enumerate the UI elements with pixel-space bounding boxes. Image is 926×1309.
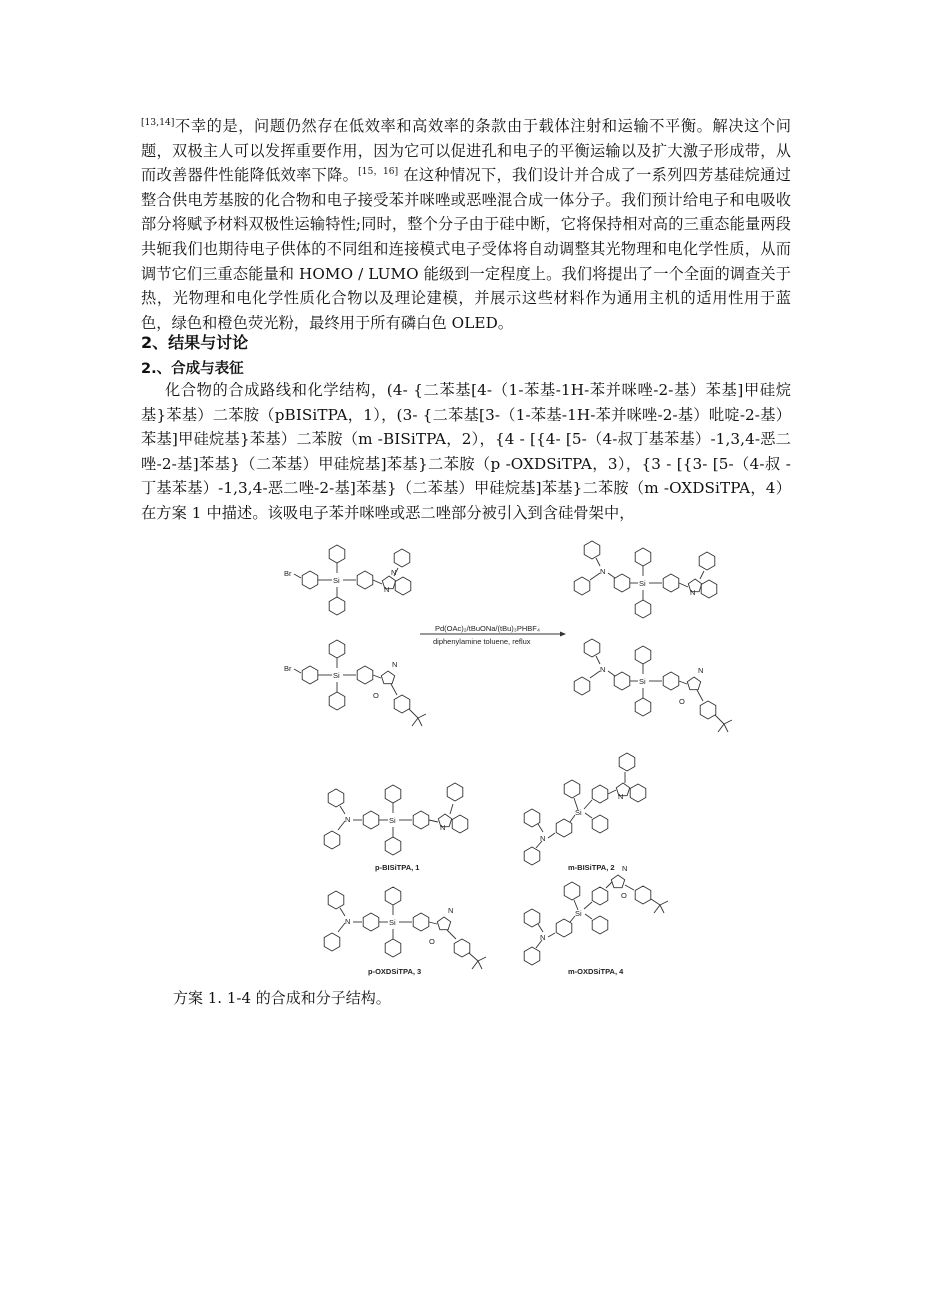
citation-13-14: [13,14] — [141, 117, 175, 128]
atom-n-c2: N — [540, 834, 546, 843]
atom-o-c3: O — [429, 937, 435, 946]
atom-n-c3b: N — [448, 906, 454, 915]
compound-1-structure — [324, 783, 468, 872]
atom-si-c1: Si — [389, 816, 396, 825]
reagents-line-2: diphenylamine toluene, reflux — [433, 637, 531, 646]
atom-n-p2b: N — [698, 666, 704, 675]
atom-n-c2b: N — [618, 792, 624, 801]
product-1-structure — [574, 541, 717, 618]
atom-o-p2: O — [679, 697, 685, 706]
atom-n-p1: N — [600, 567, 606, 576]
intro-text-1: 不幸的是，问题仍然存在低效率和高效率的条款由于载体注射和运输不平衡。解决这个问题，双极主人可以发挥重要作用，因为它可以促进孔和电子的平衡运输以及扩大激子形成带，从而改善器件性能降低效率下降。 — [141, 117, 791, 185]
atom-o-c4: O — [621, 891, 627, 900]
compound-2-structure — [524, 753, 646, 872]
intro-text-2: 在这种情况下，我们设计并合成了一系列四芳基硅烷通过整合供电芳基胺的化合物和电子接受苯并咪唑或恶唑混合成一体分子。我们预计给电子和电吸收部分将赋予材料双极性运输特性;同时，整个分子由于硅中断，它将保持相对高的三重态能量两段共轭我们也期待电子供体的不同组和连接模式电子受体将自动调整其光物理和电化学性质，从而调节它们三重态能量和 HOMO / LUMO 能级到一定程度上。我们将提出了一个全面的调查关于热，光物理和电化学性质化合物以及理论建模，并展示这些材料作为通用主机的适用性用于蓝色，绿色和橙色荧光粉，最终用于所有磷白色 OLED。 — [141, 166, 791, 332]
section-heading-results: 2、结果与讨论 — [141, 333, 249, 352]
subsection-heading-synthesis: 2.、合成与表征 — [141, 361, 244, 377]
label-compound-4: m-OXDSiTPA, 4 — [568, 967, 624, 976]
atom-n-c1: N — [345, 815, 351, 824]
atom-si-c3: Si — [389, 918, 396, 927]
reactant-2-structure — [284, 640, 426, 726]
compound-4-structure — [524, 864, 668, 976]
atom-o-2: O — [373, 691, 379, 700]
scheme-caption: 方案 1. 1-4 的合成和分子结构。 — [173, 989, 391, 1007]
label-compound-3: p-OXDSiTPA, 3 — [368, 967, 422, 976]
synthesis-scheme-figure — [270, 528, 770, 983]
atom-n-c4: N — [540, 933, 546, 942]
label-compound-1: p-BISiTPA, 1 — [375, 863, 420, 872]
compound-3-structure — [324, 887, 486, 976]
label-compound-2: m-BISiTPA, 2 — [568, 863, 615, 872]
atom-br-2: Br — [284, 664, 292, 673]
atom-si-p2: Si — [639, 677, 646, 686]
reactant-1-structure — [284, 545, 411, 615]
atom-si-2: Si — [333, 671, 340, 680]
atom-si-c4: Si — [575, 909, 582, 918]
atom-n-p1b: N — [690, 588, 696, 597]
atom-br-1: Br — [284, 569, 292, 578]
reaction-arrow — [420, 624, 566, 646]
atom-si-p1: Si — [639, 579, 646, 588]
synthesis-paragraph: 化合物的合成路线和化学结构，(4- {二苯基[4-（1-苯基-1H-苯并咪唑-2-基）苯基]甲硅烷基}苯基）二苯胺（pBISiTPA，1），(3- {二苯基[3-（1-苯基-1H-苯并咪唑-2-基）吡啶-2-基）苯基]甲硅烷基}苯基）二苯胺（m -BISiTPA，2），{4 - [{4- [5-（4-叔丁基苯基）-1,3,4-恶二唑-2-基]苯基}（二苯基）甲硅烷基]苯基}二苯胺（p -OXDSiTPA，3），{3 - [{3- [5-（4-叔 - 丁基苯基）-1,3,4-恶二唑-2-基]苯基}（二苯基）甲硅烷基]苯基}二苯胺（m -OXDSiTPA，4）在方案 1 中描述。该吸电子苯并咪唑或恶二唑部分被引入到含硅骨架中， — [141, 381, 791, 522]
reagents-line-1: Pd(OAc)₂/tBuONa/(tBu)₃PHBF₄ — [435, 624, 540, 633]
atom-n-1a: N — [384, 585, 390, 594]
atom-si-c2: Si — [575, 808, 582, 817]
atom-n-c1b: N — [440, 823, 446, 832]
atom-si-1: Si — [333, 576, 340, 585]
citation-15-16: [15，16] — [358, 167, 399, 178]
atom-n-c3: N — [345, 917, 351, 926]
intro-paragraph — [141, 114, 791, 335]
atom-n-1b: N — [391, 568, 397, 577]
atom-n-c4b: N — [622, 864, 628, 873]
atom-n-p2: N — [600, 665, 606, 674]
product-2-structure — [574, 639, 732, 732]
atom-n-2: N — [392, 660, 398, 669]
